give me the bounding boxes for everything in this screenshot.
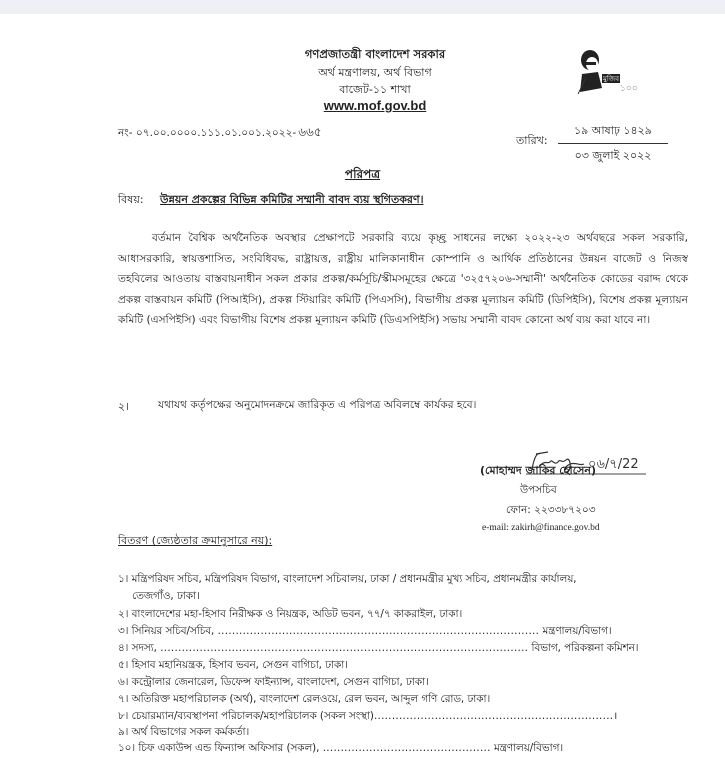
fill-dots: .......................................................................................... bbox=[217, 625, 540, 637]
distribution-item bbox=[118, 725, 249, 742]
distribution-item-text: ৫। হিসাব মহানিয়ন্ত্রক, হিসাব ভবন, সেগুন বাগিচা, ঢাকা। bbox=[118, 659, 348, 671]
distribution-item-text: ৮। চেয়ারম্যান/ব্যবস্থাপনা পরিচালক/মহাপরিচালক (সকল সংস্থা) bbox=[118, 710, 374, 722]
signer-email[interactable]: e-mail: zakirh@finance.gov.bd bbox=[482, 523, 600, 533]
distribution-item-suffix: মন্ত্রণালয়/বিভাগ। bbox=[542, 625, 612, 637]
svg-text:১০০: ১০০ bbox=[620, 84, 638, 94]
distribution-item-suffix: । bbox=[613, 710, 618, 722]
distribution-item-text: ৩। সিনিয়র সচিব/সচিব, bbox=[118, 625, 215, 637]
signer-designation: উপসচিব bbox=[520, 484, 557, 496]
svg-text:মুজিব: মুজিব bbox=[603, 75, 620, 83]
distribution-item bbox=[118, 692, 490, 709]
date-bangla: ১৯ আষাঢ় ১৪২৯ bbox=[558, 122, 668, 144]
top-band bbox=[0, 0, 725, 14]
distribution-item-text: ৯। অর্থ বিভাগের সকল কর্মকর্তা। bbox=[118, 726, 250, 738]
distribution-item-cont bbox=[132, 589, 200, 606]
fill-dots: ....................................................................................................... bbox=[160, 642, 529, 654]
fill-dots: ................................................................... bbox=[373, 710, 614, 722]
document-title bbox=[0, 166, 725, 186]
fill-dots: ............................................... bbox=[322, 742, 491, 754]
document-title-text: পরিপত্র bbox=[344, 167, 381, 181]
signer-phone: ফোন: ২২৩৩৮৭২০৩ bbox=[506, 504, 596, 516]
branch-name: বাজেট-১১ শাখা bbox=[339, 83, 411, 96]
distribution-item bbox=[118, 624, 612, 641]
distribution-item-text: ১। মন্ত্রিপরিষদ সচিব, মন্ত্রিপরিষদ বিভাগ, বাংলাদেশ সচিবালয়, ঢাকা / প্রধানমন্ত্রীর মুখ্য সচিব, প্রধানমন্ত্রীর কার্যালয়, bbox=[118, 573, 577, 585]
date-block bbox=[558, 122, 668, 166]
distribution-heading: বিতরণ (জ্যেষ্ঠতার ক্রমানুসারে নয়): bbox=[118, 534, 273, 547]
subject-label: বিষয়: bbox=[118, 193, 144, 206]
distribution-item-suffix: বিভাগ, পরিকল্পনা কমিশন। bbox=[531, 642, 639, 654]
signer-name: (মোহাম্মদ জাকির হোসেন) bbox=[480, 464, 596, 477]
ministry-name: অর্থ মন্ত্রণালয়, অর্থ বিভাগ bbox=[318, 66, 432, 79]
distribution-item-text: ১০। চিফ একাউন্স এন্ড ফিন্যান্স অফিসার (সকল), bbox=[118, 742, 320, 754]
distribution-item bbox=[118, 607, 462, 624]
distribution-item-text: ৭। অতিরিক্ত মহাপরিচালক (অর্থ), বাংলাদেশ রেলওয়ে, রেল ভবন, আব্দুল গণি রোড, ঢাকা। bbox=[118, 693, 491, 705]
distribution-item-text: ৪। সদস্য, bbox=[118, 642, 157, 654]
paragraph-2-text: যথাযথ কর্তৃপক্ষের অনুমোদনক্রমে জারিকৃত এ পরিপত্র অবিলম্বে কার্যকর হবে। bbox=[158, 399, 477, 411]
distribution-item bbox=[118, 658, 348, 675]
distribution-item bbox=[118, 641, 639, 658]
distribution-item-text: ২। বাংলাদেশের মহা-হিসাব নিরীক্ষক ও নিয়ন্ত্রক, অডিট ভবন, ৭৭/৭ কাকরাইল, ঢাকা। bbox=[118, 608, 463, 620]
paragraph-2-number: ২। bbox=[118, 400, 130, 413]
distribution-item-suffix: মন্ত্রণালয়/বিভাগ। bbox=[493, 742, 564, 754]
memo-number-printed: নং- ০৭.০০.০০০০.১১১.০১.০০১.২০২২- bbox=[118, 127, 297, 139]
mujib-100-logo-icon bbox=[572, 48, 650, 96]
paragraph-1: বর্তমান বৈশ্বিক অর্থনৈতিক অবস্থার প্রেক্ষাপটে সরকারি ব্যয়ে কৃচ্ছ্র সাধনের লক্ষ্যে ২০২২-২৩ অর্থবছরে সকল সরকারি, আধাসরকারি, স্বায়ত্তশাসিত, সংবিধিবদ্ধ, রাষ্ট্রায়ত্ত, রাষ্ট্রীয় মালিকানাধীন কোম্পানি ও আর্থিক প্রতিষ্ঠানের উন্নয়ন বাজেট ও নিজস্ব তহবিলের আওতায় বাস্তবায়নাধীন সকল প্রকার প্রকল্প/কর্মসূচি/স্কীমসমূহের ক্ষেত্রে '৩২৫৭২০৬-সম্মানী' অর্থনৈতিক কোডের বরাদ্দ থেকে প্রকল্প বাস্তবায়ন কমিটি (পিআইসি), প্রকল্প স্টিয়ারিং কমিটি (পিএসসি), বিভাগীয় প্রকল্প মূল্যায়ন কমিটি (ডিপিইসি), বিশেষ প্রকল্প মূল্যায়ন কমিটি (এসপিইসি) এবং বিভাগীয় বিশেষ প্রকল্প মূল্যায়ন কমিটি (ডিএসপিইসি) সভায় সম্মানী বাবদ কোনো অর্থ ব্যয় করা যাবে না। bbox=[118, 232, 688, 326]
distribution-item bbox=[118, 675, 429, 692]
website-link[interactable]: www.mof.gov.bd bbox=[323, 98, 427, 113]
signature-date: ০৬/৭/22 bbox=[588, 457, 639, 472]
distribution-item-text: ৬। কন্ট্রোলার জেনারেল, ডিফেন্স ফাইন্যান্স, বাংলাদেশ, সেগুন বাগিচা, ঢাকা। bbox=[118, 676, 429, 688]
distribution-item bbox=[118, 572, 577, 589]
memo-number-handwritten: ৬৬৫ bbox=[298, 125, 322, 139]
distribution-item bbox=[118, 741, 563, 758]
memo-number bbox=[118, 124, 322, 144]
date-gregorian: ০৩ জুলাই ২০২২ bbox=[574, 149, 652, 162]
date-label: তারিখ: bbox=[516, 134, 548, 147]
government-name: গণপ্রজাতন্ত্রী বাংলাদেশ সরকার bbox=[304, 47, 446, 61]
distribution-item bbox=[118, 709, 617, 726]
subject-text: উন্নয়ন প্রকল্পের বিভিন্ন কমিটির সম্মানী বাবদ ব্যয় স্থগিতকরণ। bbox=[160, 193, 424, 206]
distribution-item-cont-text: তেজগাঁও, ঢাকা। bbox=[132, 590, 200, 602]
